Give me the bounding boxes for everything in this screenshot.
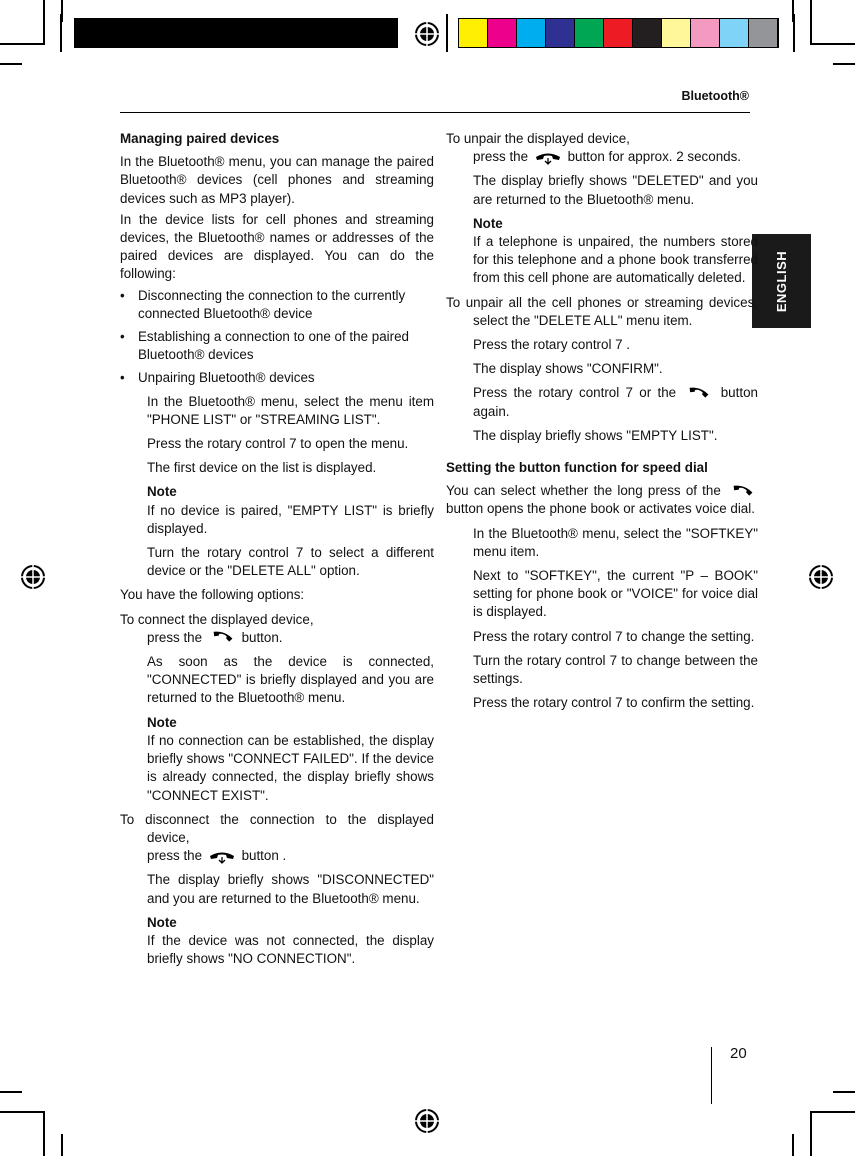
paragraph: In the Bluetooth® menu, you can manage the paired Bluetooth® devices (cell phones and streaming devices such as MP3 player).: [120, 154, 434, 206]
registration-target-icon: [414, 1108, 440, 1134]
registration-target-icon: [20, 564, 46, 590]
press-or-button-text: button again.: [473, 385, 758, 419]
instruction-step: Next to "SOFTKEY", the current "P – BOOK" setting for phone book or "VOICE" for voice dial is displayed.: [473, 568, 758, 620]
phone-pickup-icon: [728, 485, 756, 499]
registration-target-icon: [808, 564, 834, 590]
instruction-result: The display briefly shows "DELETED" and you are returned to the Bluetooth® menu.: [473, 173, 758, 207]
list-item-text: Disconnecting the connection to the currently connected Bluetooth® device: [138, 287, 406, 321]
connect-button-text: button.: [241, 629, 283, 645]
list-item: [120, 287, 434, 323]
unpair-press-text: press the: [473, 149, 529, 165]
note-label: Note: [473, 215, 503, 231]
disconnect-press-text: press the: [147, 848, 203, 864]
connect-press-text: press the: [147, 629, 203, 645]
color-calibration-bar: [458, 18, 779, 48]
color-swatch: [720, 19, 749, 47]
disconnect-intro: To disconnect the connection to the displayed device,: [120, 811, 434, 845]
list-item: [120, 369, 434, 387]
header-divider: [120, 112, 750, 113]
note-text: If the device was not connected, the display briefly shows "NO CONNECTION".: [147, 932, 434, 967]
list-item: [120, 328, 434, 364]
instruction-step: The first device on the list is displayed.: [147, 460, 377, 476]
page-number: 20: [730, 1045, 747, 1062]
bullet-marker: •: [120, 370, 125, 386]
color-swatch: [604, 19, 633, 47]
phone-pickup-icon: [208, 631, 236, 645]
color-swatch: [633, 19, 662, 47]
unpair-intro: To unpair the displayed device,: [446, 131, 630, 146]
instruction-step: [120, 611, 434, 647]
instruction-step: In the Bluetooth® menu, select the "SOFTKEY" menu item.: [473, 525, 758, 559]
section-heading-managing: Managing paired devices: [120, 131, 280, 146]
note-text: If a telephone is unpaired, the numbers stored for this telephone and a phone book transferred from this cell phone are automatically deleted.: [473, 234, 758, 286]
bullet-marker: •: [120, 329, 125, 345]
section-heading-speed-dial: Setting the button function for speed dial: [446, 460, 708, 476]
language-tab: [752, 234, 811, 328]
instruction-step: Press the rotary control 7 to change the setting.: [473, 628, 755, 644]
list-item-text: Establishing a connection to one of the paired Bluetooth® devices: [138, 329, 409, 363]
paragraph: You have the following options:: [120, 587, 305, 603]
paragraph: [446, 482, 758, 518]
color-swatch: [575, 19, 604, 47]
note-label: Note: [147, 914, 177, 930]
press-or-text: Press the rotary control 7 or the: [473, 385, 677, 401]
bullet-marker: •: [120, 287, 125, 303]
note-text: If no connection can be established, the display briefly shows "CONNECT FAILED". If the device is already connected, the display briefly shows "CONNECT EXIST".: [147, 732, 434, 803]
disconnect-button-text: button .: [241, 848, 287, 864]
unpair-button-text: button for approx. 2 seconds.: [567, 149, 742, 165]
instruction-step: Press the rotary control 7 to open the menu.: [147, 436, 409, 452]
instruction-step: [473, 384, 758, 420]
instruction-result: The display briefly shows "DISCONNECTED" and you are returned to the Bluetooth® menu.: [147, 872, 434, 906]
registration-target-icon: [414, 21, 440, 47]
note-label: Note: [147, 714, 177, 730]
phone-hangup-icon: [208, 850, 236, 864]
page-number-divider: [711, 1047, 712, 1104]
instruction-step: To unpair all the cell phones or streaming devices, select the "DELETE ALL" menu item.: [446, 294, 758, 328]
color-swatch: [691, 19, 720, 47]
instruction-result: As soon as the device is connected, "CONNECTED" is briefly displayed and you are returned to the Bluetooth® menu.: [147, 654, 434, 706]
color-swatch: [459, 19, 488, 47]
language-tab-label: ENGLISH: [774, 250, 790, 312]
connect-intro: To connect the displayed device,: [120, 611, 314, 627]
left-column: [120, 130, 434, 974]
instruction-step: Press the rotary control 7 .: [473, 337, 631, 353]
color-swatch: [662, 19, 691, 47]
instruction-step: [120, 811, 434, 866]
note-text: If no device is paired, "EMPTY LIST" is briefly displayed.: [147, 502, 434, 536]
instruction-step: The display shows "CONFIRM".: [473, 361, 663, 377]
phone-pickup-icon: [684, 387, 712, 401]
page-header-title: Bluetooth®: [681, 89, 749, 103]
color-swatch: [517, 19, 546, 47]
instruction-step: Press the rotary control 7 to confirm the setting.: [473, 695, 755, 711]
list-item-text: Unpairing Bluetooth® devices: [138, 370, 315, 386]
paragraph: In the device lists for cell phones and streaming devices, the Bluetooth® names or addresses of the paired devices are displayed. You can do the following:: [120, 211, 434, 282]
instruction-result: The display briefly shows "EMPTY LIST".: [473, 427, 718, 443]
instruction-step: Turn the rotary control 7 to change between the settings.: [473, 652, 758, 687]
note-label: Note: [147, 484, 177, 500]
color-swatch: [488, 19, 517, 47]
speed-intro-rest: button opens the phone book or activates voice dial.: [446, 501, 755, 517]
black-registration-bar: [74, 18, 398, 48]
speed-intro-text: You can select whether the long press of the: [446, 483, 721, 499]
instruction-step: Turn the rotary control 7 to select a different device or the "DELETE ALL" option.: [147, 545, 434, 579]
color-swatch: [749, 19, 778, 47]
right-column: [446, 130, 758, 718]
color-swatch: [546, 19, 575, 47]
instruction-step: In the Bluetooth® menu, select the menu item "PHONE LIST" or "STREAMING LIST".: [147, 393, 434, 427]
instruction-step: [446, 130, 758, 166]
phone-hangup-icon: [534, 151, 562, 165]
